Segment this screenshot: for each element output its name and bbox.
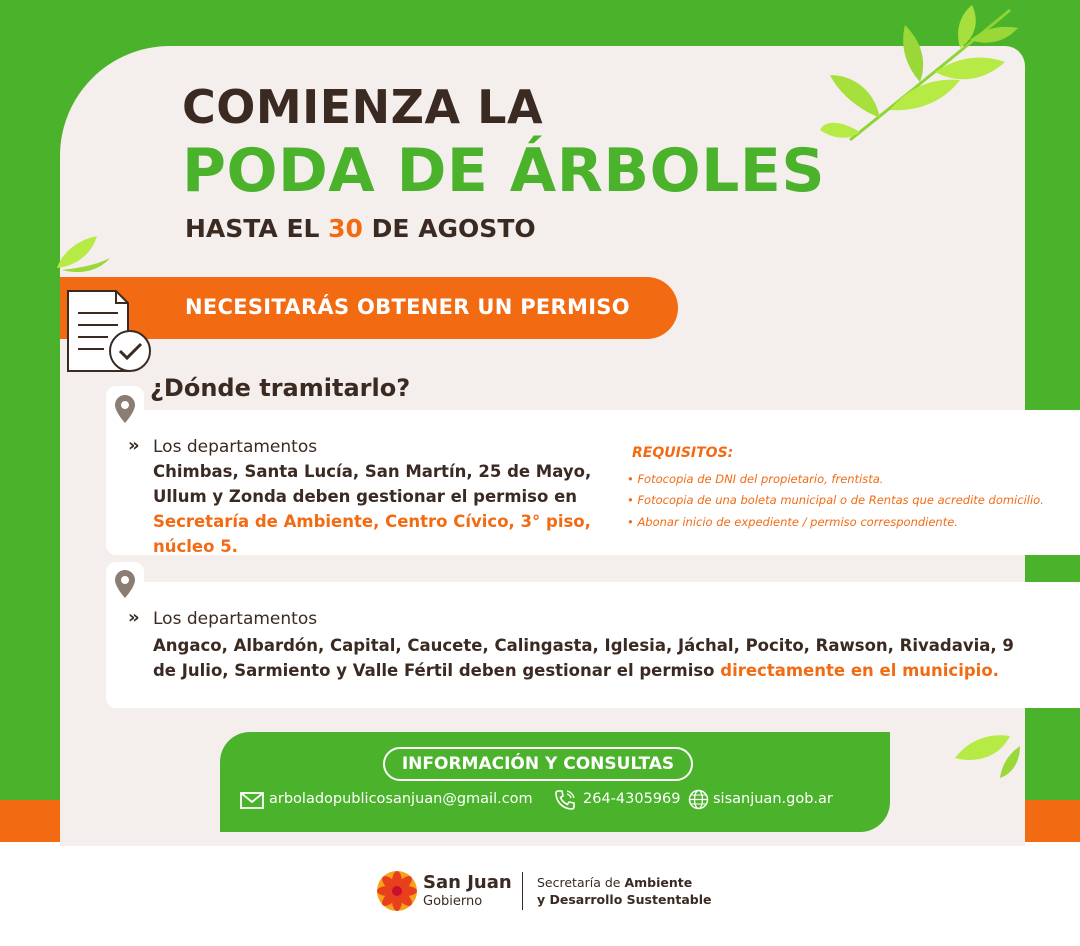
leaf-icon	[950, 728, 1022, 780]
contact-phone[interactable]: 264-4305969	[583, 791, 681, 807]
logo-divider	[522, 872, 523, 910]
logo-subtitle: Gobierno	[423, 894, 483, 909]
chevron-right-icon: »	[128, 435, 140, 456]
document-check-icon	[64, 285, 156, 377]
leaf-branch-icon	[820, 0, 1020, 150]
secretariat-line-1	[537, 875, 692, 890]
deadline-day: 30	[328, 214, 363, 243]
section1-body-highlight: Secretaría de Ambiente, Centro Cívico, 3° piso, núcleo 5.	[153, 512, 591, 556]
section1-heading: Los departamentos	[153, 437, 318, 457]
logo-name: San Juan	[423, 872, 512, 893]
san-juan-logo-icon	[374, 868, 420, 914]
contact-email[interactable]: arboladopublicosanjuan@gmail.com	[269, 791, 533, 807]
mail-icon	[240, 792, 264, 809]
headline-line-1: COMIENZA LA	[182, 80, 544, 134]
secretariat-prefix: Secretaría de	[537, 875, 625, 890]
requirement-item: • Abonar inicio de expediente / permiso correspondiente.	[627, 515, 958, 529]
requirements-title: REQUISITOS:	[632, 445, 734, 461]
section2-body	[153, 633, 1033, 683]
secretariat-name: Ambiente	[624, 875, 693, 890]
location-pin-icon	[114, 569, 136, 599]
permit-banner-label: NECESITARÁS OBTENER UN PERMISO	[185, 295, 630, 319]
requirement-item: • Fotocopia de una boleta municipal o de Rentas que acredite domicilio.	[627, 493, 1044, 507]
section2-heading: Los departamentos	[153, 609, 318, 629]
section1-body-text: Chimbas, Santa Lucía, San Martín, 25 de Mayo, Ullum y Zonda deben gestionar el permiso en	[153, 462, 592, 506]
secretariat-line-2: y Desarrollo Sustentable	[537, 892, 712, 907]
globe-icon	[688, 789, 709, 810]
chevron-right-icon: »	[128, 607, 140, 628]
section1-body	[153, 459, 623, 559]
phone-icon	[553, 788, 577, 812]
info-title: INFORMACIÓN Y CONSULTAS	[401, 754, 675, 774]
deadline-text	[185, 214, 536, 243]
section2-body-text: Angaco, Albardón, Capital, Caucete, Calingasta, Iglesia, Jáchal, Pocito, Rawson, Rivadavia, 9 de Julio, Sarmiento y Valle Fértil deben gestionar el permiso	[153, 636, 1014, 680]
where-title: ¿Dónde tramitarlo?	[150, 374, 411, 402]
headline-line-2: PODA DE ÁRBOLES	[182, 136, 826, 206]
leaf-icon	[52, 228, 112, 273]
requirement-item: • Fotocopia de DNI del propietario, frentista.	[627, 472, 884, 486]
contact-website[interactable]: sisanjuan.gob.ar	[713, 791, 833, 807]
location-pin-icon	[114, 394, 136, 424]
deadline-prefix: HASTA EL	[185, 214, 329, 243]
section2-body-highlight: directamente en el municipio.	[720, 661, 999, 680]
deadline-suffix: DE AGOSTO	[362, 214, 536, 243]
